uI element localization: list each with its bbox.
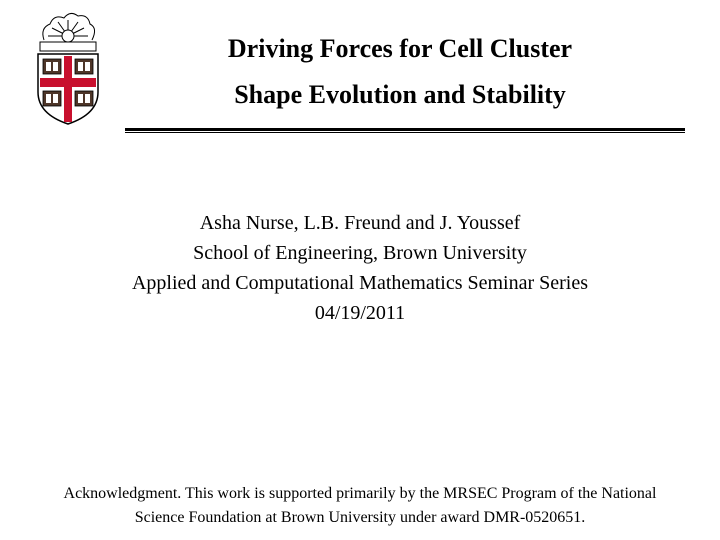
author-block (0, 208, 720, 328)
acknowledgment (0, 482, 720, 530)
presentation-date: 04/19/2011 (314, 302, 406, 324)
brown-university-crest-icon (30, 10, 106, 128)
acknowledgment-line-1: Acknowledgment. This work is supported primarily by the MRSEC Program of the National (63, 485, 657, 502)
title-divider (125, 128, 685, 133)
title-block (120, 26, 680, 118)
affiliation: School of Engineering, Brown University (193, 242, 527, 264)
seminar-series: Applied and Computational Mathematics Seminar Series (131, 272, 588, 294)
title-line-1: Driving Forces for Cell Cluster (227, 34, 573, 63)
author-names: Asha Nurse, L.B. Freund and J. Youssef (199, 212, 521, 234)
title-line-2: Shape Evolution and Stability (234, 80, 566, 109)
acknowledgment-line-2: Science Foundation at Brown University under award DMR-0520651. (134, 509, 586, 526)
